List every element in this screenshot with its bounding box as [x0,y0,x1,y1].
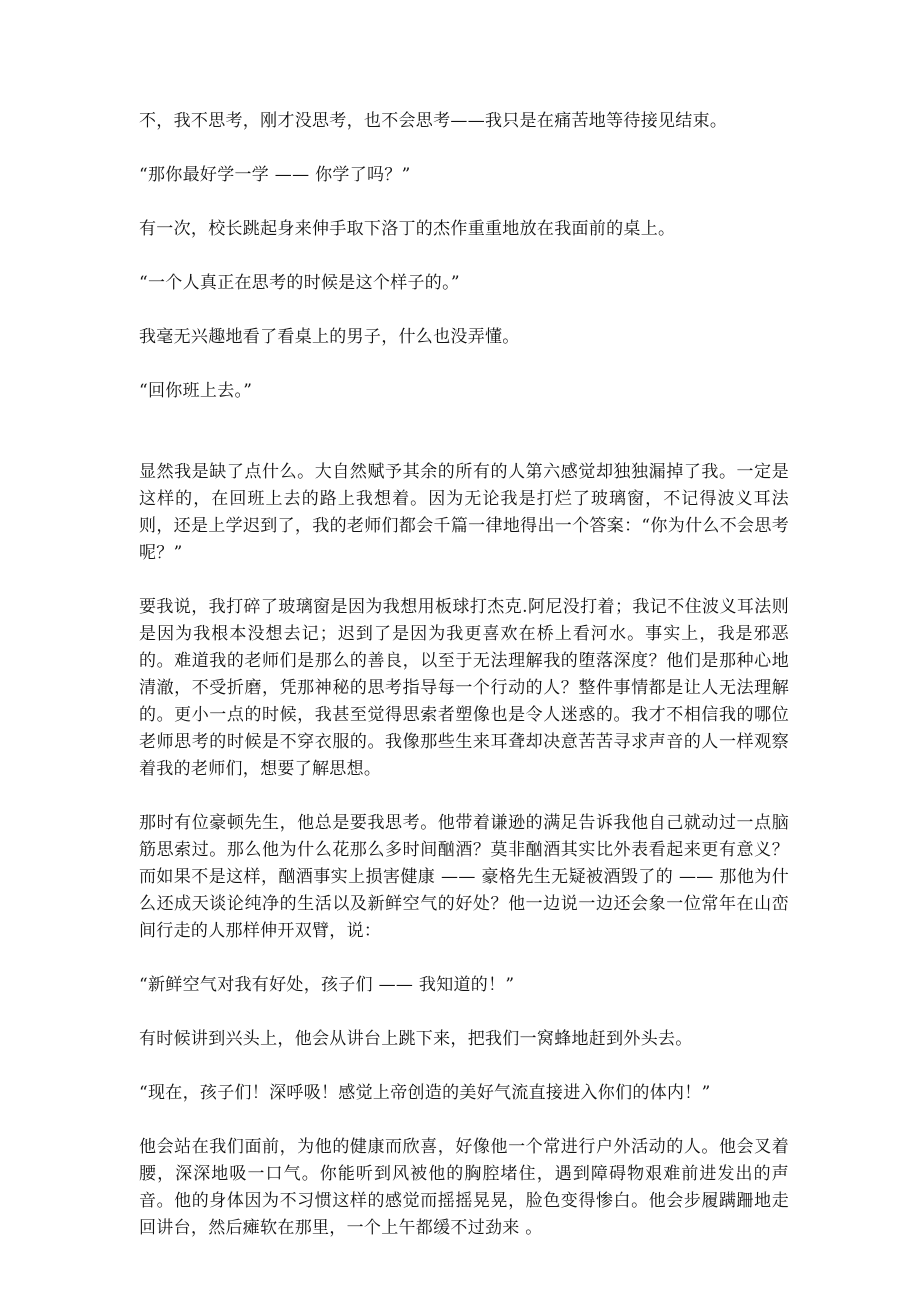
paragraph-spacer [139,1107,789,1134]
paragraph-10: “新鲜空气对我有好处，孩子们 —— 我知道的！” [139,975,515,995]
paragraph-7: 显然我是缺了点什么。大自然赋予其余的所有的人第六感觉却独独漏掉了我。一定是这样的，在回班上去的路上我想着。因为无论我是打烂了玻璃窗，不记得波义耳法则，还是上学迟到了，我的老师们都会千篇一律地得出一个答案：“你为什么不会思考呢？” [139,462,789,563]
paragraph-9: 那时有位豪顿先生，他总是要我思考。他带着谦逊的满足告诉我他自己就动过一点脑筋思索过。那么他为什么花那么多时间酗酒？莫非酗酒其实比外表看起来更有意义？而如果不是这样，酗酒事实上损害健康 —— 豪格先生无疑被酒毁了的 —— 那他为什么还成天谈论纯净的生活以及新鲜空气的好处？他一边说一边还会象一位常年在山峦间行走的人那样伸开双臂，说： [139,813,789,941]
paragraph-6: “回你班上去。” [139,381,253,401]
paragraph-spacer [139,189,789,216]
paragraph-5: 我毫无兴趣地看了看桌上的男子，什么也没弄懂。 [139,327,520,347]
paragraph-spacer [139,945,789,972]
paragraph-8: 要我说，我打碎了玻璃窗是因为我想用板球打杰克.阿尼没打着；我记不住波义耳法则是因为我根本没想去记；迟到了是因为我更喜欢在桥上看河水。事实上，我是邪恶的。难道我的老师们是那么的善良，以至于无法理解我的堕落深度？他们是那种心地清澈，不受折磨，凭那神秘的思考指导每一个行动的人？整件事情都是让人无法理解的。更小一点的时候，我甚至觉得思索者塑像也是令人迷惑的。我才不相信我的哪位老师思考的时候是不穿衣服的。我像那些生来耳聋却决意苦苦寻求声音的人一样观察着我的老师们，想要了解思想。 [139,597,789,779]
section-spacer [139,405,789,459]
paragraph-spacer [139,243,789,270]
paragraph-spacer [139,567,789,594]
paragraph-4: “一个人真正在思考的时候是这个样子的。” [139,273,460,293]
paragraph-spacer [139,135,789,162]
paragraph-3: 有一次，校长跳起身来伸手取下洛丁的杰作重重地放在我面前的桌上。 [139,219,676,239]
paragraph-11: 有时候讲到兴头上，他会从讲台上跳下来，把我们一窝蜂地赶到外头去。 [139,1029,693,1049]
paragraph-spacer [139,783,789,810]
paragraph-spacer [139,297,789,324]
paragraph-12: “现在，孩子们！深呼吸！感觉上帝创造的美好气流直接进入你们的体内！” [139,1083,711,1103]
paragraph-spacer [139,999,789,1026]
paragraph-2: “那你最好学一学 —— 你学了吗？” [139,165,411,185]
paragraph-13: 他会站在我们面前，为他的健康而欣喜，好像他一个常进行户外活动的人。他会叉着腰，深深地吸一口气。你能听到风被他的胸腔堵住，遇到障碍物艰难前进发出的声音。他的身体因为不习惯这样的感觉而摇摇晃晃，脸色变得惨白。他会步履蹒跚地走回讲台，然后瘫软在那里，一个上午都缓不过劲来 。 [139,1137,789,1238]
paragraph-spacer [139,1053,789,1080]
document-body [139,108,789,1242]
paragraph-1: 不，我不思考，刚才没思考，也不会思考——我只是在痛苦地等待接见结束。 [139,111,728,131]
paragraph-spacer [139,351,789,378]
